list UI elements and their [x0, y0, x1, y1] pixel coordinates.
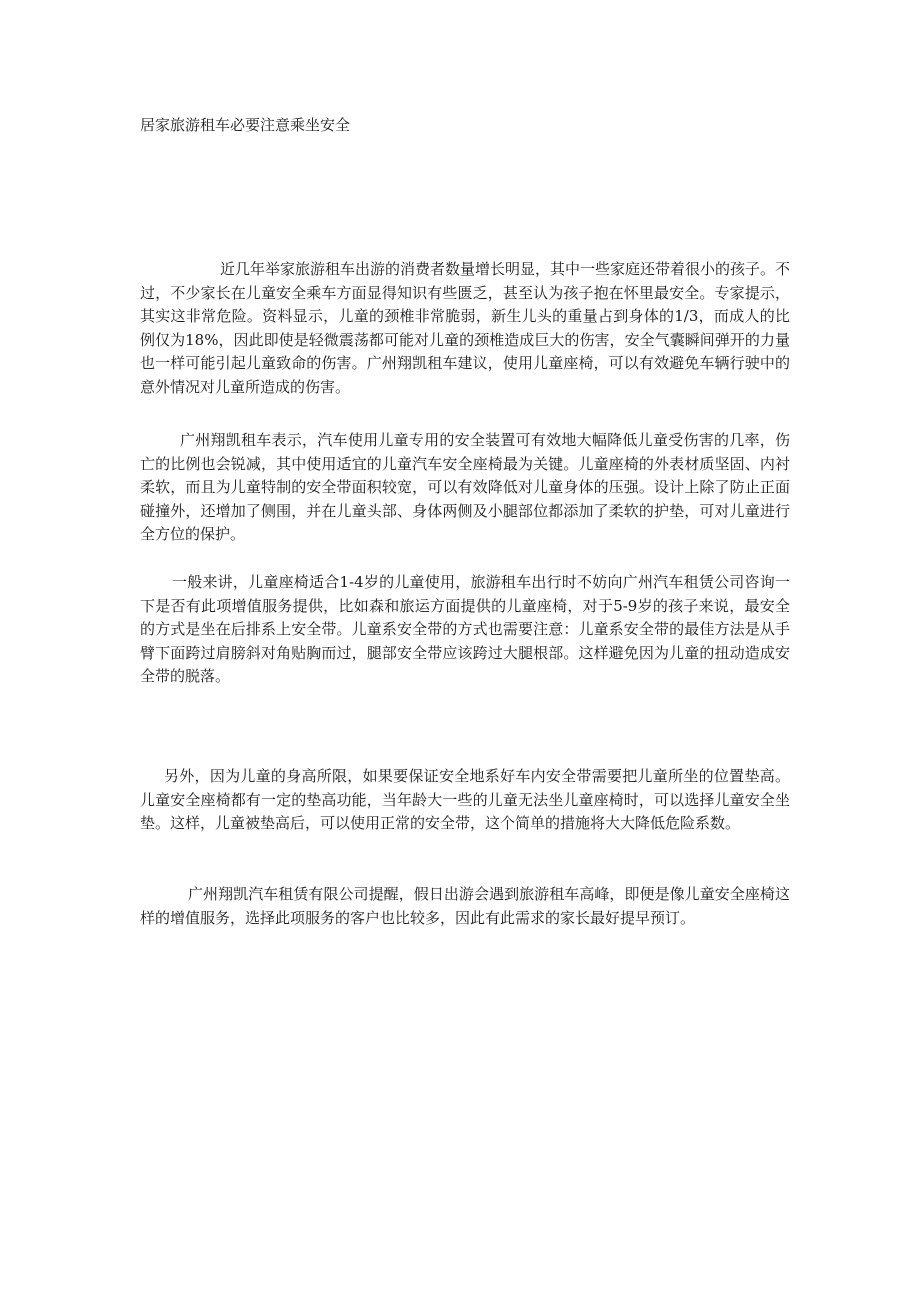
paragraph-seat-age-guidance: 一般来讲，儿童座椅适合1-4岁的儿童使用，旅游租车出行时不妨向广州汽车租赁公司咨询一下是否有此项增值服务提供，比如森和旅运方面提供的儿童座椅，对于5-9岁的孩子来说，最安全的方式是坐在后排系上安全带。儿童系安全带的方式也需要注意：儿童系安全带的最佳方法是从手臂下面跨过肩膀斜对角贴胸而过，腿部安全带应该跨过大腿根部。这样避免因为儿童的扭动造成安全带的脱落。 [140, 573, 790, 685]
paragraph-safety-seat-design: 广州翔凯租车表示，汽车使用儿童专用的安全装置可有效地大幅降低儿童受伤害的几率，伤亡的比例也会锐减，其中使用适宜的儿童汽车安全座椅最为关键。儿童座椅的外表材质坚固、内衬柔软，而且为儿童特制的安全带面积较宽，可以有效降低对儿童身体的压强。设计上除了防止正面碰撞外，还增加了侧围，并在儿童头部、身体两侧及小腿部位都添加了柔软的护垫，可对儿童进行全方位的保护。 [140, 431, 790, 543]
paragraph-booster-cushion: 另外，因为儿童的身高所限，如果要保证安全地系好车内安全带需要把儿童所坐的位置垫高。儿童安全座椅都有一定的垫高功能，当年龄大一些的儿童无法坐儿童座椅时，可以选择儿童安全坐垫。这样，儿童被垫高后，可以使用正常的安全带，这个简单的措施将大大降低危险系数。 [140, 767, 790, 832]
document-title: 居家旅游租车必要注意乘坐安全 [140, 116, 351, 134]
paragraph-child-neck-safety: 近几年举家旅游租车出游的消费者数量增长明显，其中一些家庭还带着很小的孩子。不过，不少家长在儿童安全乘车方面显得知识有些匮乏，甚至认为孩子抱在怀里最安全。专家提示，其实这非常危险。资料显示，儿童的颈椎非常脆弱，新生儿头的重量占到身体的1/3，而成人的比例仅为18%，因此即使是轻微震荡都可能对儿童的颈椎造成巨大的伤害，安全气囊瞬间弹开的力量也一样可能引起儿童致命的伤害。广州翔凯租车建议，使用儿童座椅，可以有效避免车辆行驶中的意外情况对儿童所造成的伤害。 [140, 260, 791, 396]
paragraph-booking-reminder: 广州翔凯汽车租赁有限公司提醒，假日出游会遇到旅游租车高峰，即便是像儿童安全座椅这样的增值服务，选择此项服务的客户也比较多，因此有此需求的家长最好提早预订。 [140, 885, 790, 927]
